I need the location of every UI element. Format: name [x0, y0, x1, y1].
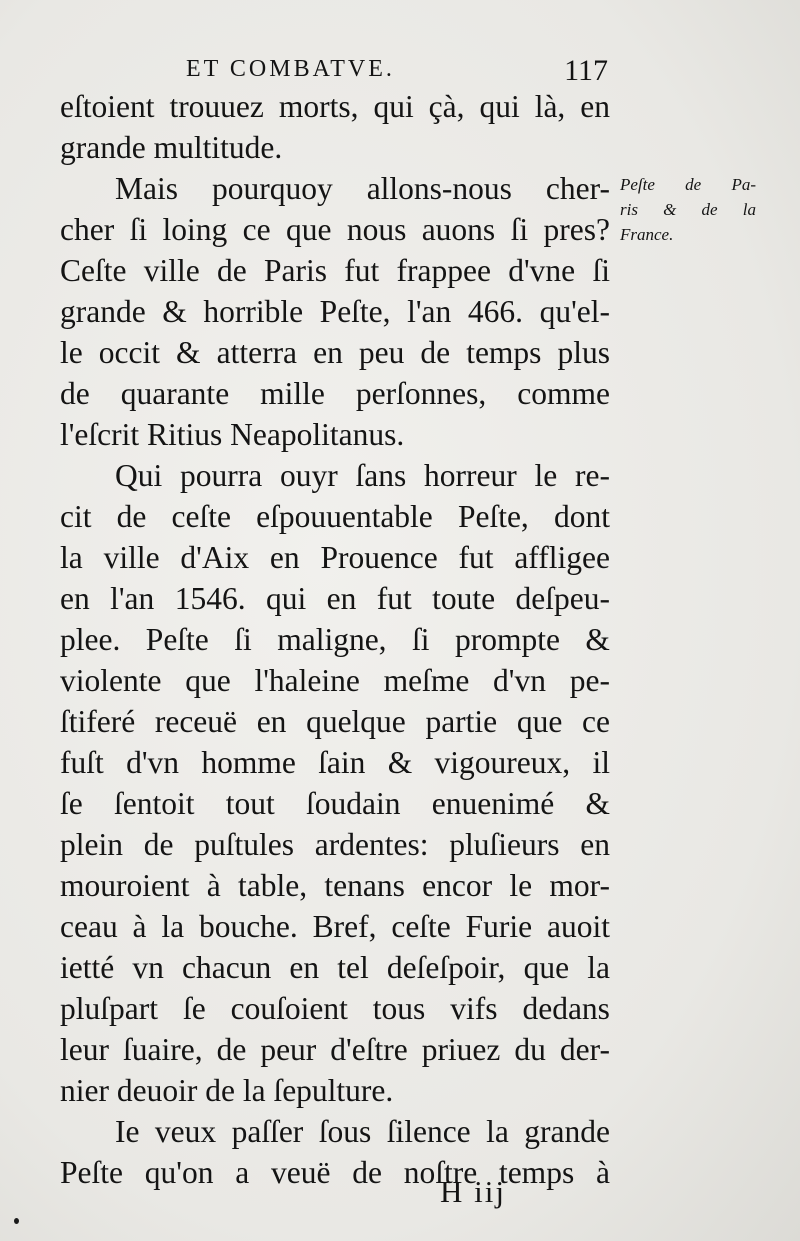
word: plus [557, 335, 610, 370]
word: vn [132, 950, 164, 985]
word: ſi [510, 212, 529, 247]
word: en [580, 827, 610, 862]
word: pluſieurs [449, 827, 560, 862]
word: Ie [115, 1114, 140, 1149]
word: ville [143, 253, 200, 288]
word: à [132, 909, 147, 944]
word: de [420, 335, 451, 370]
word: veuë [270, 1155, 331, 1190]
word: de [216, 1032, 247, 1067]
word: vifs [450, 991, 498, 1026]
word: la [587, 950, 610, 985]
word: en [326, 581, 357, 616]
text-line [60, 373, 610, 414]
word: de [352, 1155, 382, 1190]
text-line [60, 660, 610, 701]
word: & [162, 294, 187, 329]
word: paſſer [231, 1114, 304, 1149]
word: ſuaire, [122, 1032, 203, 1067]
word: pourra [180, 458, 263, 493]
word: qui [265, 581, 307, 616]
word: la [242, 1073, 274, 1108]
word: eſtoient [60, 89, 155, 124]
word: maligne, [277, 622, 387, 657]
word: la [161, 909, 185, 944]
text-line [60, 291, 610, 332]
word: vigoureux, [434, 745, 571, 780]
word: d'Aix [180, 540, 250, 575]
word: eſpouuentable [256, 499, 433, 534]
word: a [235, 1155, 250, 1190]
word: chacun [182, 950, 272, 985]
word: meſme [383, 663, 470, 698]
word: en [60, 581, 90, 616]
word: Prouence [320, 540, 438, 575]
word: ceau [60, 909, 118, 944]
word: mouroient [60, 868, 190, 903]
word: l'eſcrit [60, 417, 148, 452]
word: grande [60, 130, 154, 165]
word: l'an [407, 294, 452, 329]
word: Peſte [620, 175, 655, 194]
word: cher- [545, 171, 610, 206]
word: enuenimé [431, 786, 555, 821]
text-line [60, 701, 610, 742]
word: Peſte, [457, 499, 529, 534]
text-line [60, 1029, 610, 1070]
word: puſtules [194, 827, 295, 862]
text-line [60, 86, 610, 127]
word: de [217, 253, 247, 288]
word: veux [154, 1114, 217, 1149]
word: Ritius [147, 417, 231, 452]
word: mille [260, 376, 325, 411]
text-line [60, 496, 610, 537]
word: le [534, 458, 558, 493]
word: ſain [318, 745, 366, 780]
text-line [60, 127, 610, 168]
word: Paris [264, 253, 328, 288]
word: en [580, 89, 610, 124]
word: la [486, 1114, 509, 1149]
word: atterra [216, 335, 298, 370]
word: tenans [324, 868, 405, 903]
word: ſtiferé [60, 704, 136, 739]
word: ſe [60, 786, 83, 821]
word: Bref, [312, 909, 377, 944]
word: ſi [412, 622, 430, 657]
word: pres? [543, 212, 610, 247]
word: partie [425, 704, 498, 739]
word: auoit [546, 909, 610, 944]
text-line [60, 783, 610, 824]
word: qu'el- [539, 294, 610, 329]
word: & [387, 745, 413, 780]
text-line [60, 209, 610, 250]
word: à [595, 1155, 610, 1190]
word: grande [524, 1114, 610, 1149]
word: temps [466, 335, 542, 370]
word: tout [225, 786, 275, 821]
word: à [206, 868, 221, 903]
word: ceſte [171, 499, 231, 534]
word: en [289, 950, 320, 985]
word: ſe [182, 991, 206, 1026]
word: dedans [522, 991, 610, 1026]
word: d'vne [508, 253, 576, 288]
word: ſans [355, 458, 407, 493]
word: d'vn [493, 663, 546, 698]
word: de [60, 376, 90, 411]
word: de [205, 1073, 243, 1108]
text-line [60, 824, 610, 865]
word: que [185, 663, 231, 698]
word: ouyr [280, 458, 338, 493]
word: Mais [115, 171, 178, 206]
word: tous [372, 991, 426, 1026]
word: ſentoit [113, 786, 195, 821]
word: du [514, 1032, 546, 1067]
word: peu [358, 335, 405, 370]
word: de [116, 499, 147, 534]
word: qui [373, 89, 414, 124]
word: toute [432, 581, 496, 616]
word: cher [60, 212, 115, 247]
word: receuë [154, 704, 238, 739]
word: horrible [203, 294, 304, 329]
word: Ceſte [60, 253, 127, 288]
word: deſpeu- [515, 581, 610, 616]
word: & [663, 200, 677, 219]
word: loing [162, 212, 228, 247]
word: en [313, 335, 343, 370]
word: de [143, 827, 174, 862]
word: ſous [318, 1114, 372, 1149]
word: qu'on [144, 1155, 214, 1190]
word: grande [60, 294, 146, 329]
word: quarante [120, 376, 230, 411]
word: le [509, 868, 533, 903]
word: ce [581, 704, 610, 739]
word: frappee [396, 253, 491, 288]
word: qui [479, 89, 520, 124]
text-line [60, 947, 610, 988]
word: dont [553, 499, 610, 534]
word: multitude. [153, 130, 283, 165]
word: trouuez [169, 89, 264, 124]
word: Neapolitanus. [230, 417, 405, 452]
word: tel [337, 950, 369, 985]
word: en [256, 704, 287, 739]
word: auons [421, 212, 496, 247]
word: priuez [421, 1032, 501, 1067]
word: que [285, 212, 332, 247]
word: il [592, 745, 610, 780]
word: ſi [129, 212, 148, 247]
word: Qui [115, 458, 163, 493]
word: allons-nous [366, 171, 512, 206]
marginal-note [620, 172, 770, 247]
text-line [60, 865, 610, 906]
word: affligee [514, 540, 610, 575]
word: violente [60, 663, 162, 698]
word: ſepulture. [273, 1073, 394, 1108]
word: la [60, 540, 83, 575]
word: de [685, 175, 702, 194]
word: peur [260, 1032, 317, 1067]
word: couſoient [230, 991, 348, 1026]
word: plein [60, 827, 123, 862]
word: ietté [60, 950, 115, 985]
running-head [60, 56, 608, 86]
word: ardentes: [314, 827, 429, 862]
word: deſeſpoir, [386, 950, 506, 985]
marginal-note-line [620, 197, 756, 222]
word: nier [60, 1073, 117, 1108]
word: 466. [467, 294, 523, 329]
text-line [60, 578, 610, 619]
word: pe- [569, 663, 610, 698]
word: Peſte, [319, 294, 391, 329]
word: çà, [428, 89, 465, 124]
page-number: 117 [564, 54, 608, 87]
text-line [60, 1070, 610, 1111]
ink-speck [14, 1218, 19, 1224]
word: ville [103, 540, 160, 575]
word: mor- [549, 868, 610, 903]
word: bouche. [198, 909, 298, 944]
word: fuſt [60, 745, 104, 780]
text-line [60, 250, 610, 291]
word: leur [60, 1032, 109, 1067]
word: & [585, 622, 610, 657]
word: là, [534, 89, 566, 124]
word: que [523, 950, 570, 985]
word: temps [498, 1155, 575, 1190]
signature-mark: H iij [440, 1174, 506, 1209]
word: ſi [592, 253, 610, 288]
word: fut [376, 581, 412, 616]
word: occit [98, 335, 160, 370]
marginal-note-line [620, 172, 756, 197]
text-line [60, 988, 610, 1029]
word: perſonnes, [355, 376, 487, 411]
word: ſi [234, 622, 252, 657]
text-line [60, 537, 610, 578]
word: l'an [110, 581, 155, 616]
word: ris [620, 200, 638, 219]
word: pluſpart [60, 991, 158, 1026]
word: quelque [306, 704, 406, 739]
word: prompte [454, 622, 560, 657]
word: d'eſtre [330, 1032, 408, 1067]
word: ce [242, 212, 271, 247]
word: pourquoy [211, 171, 333, 206]
word: Furie [465, 909, 533, 944]
word: France. [620, 225, 674, 244]
word: fut [344, 253, 380, 288]
word: der- [559, 1032, 610, 1067]
word: noſtre [403, 1155, 478, 1190]
word: nous [346, 212, 407, 247]
word: cit [60, 499, 92, 534]
text-line [60, 332, 610, 373]
word: homme [201, 745, 296, 780]
word: table, [238, 868, 308, 903]
word: 1546. [174, 581, 246, 616]
text-line [60, 414, 610, 455]
word: encor [422, 868, 493, 903]
word: en [269, 540, 300, 575]
word: & [585, 786, 610, 821]
word: le [60, 335, 83, 370]
running-title: ET COMBATVE. [186, 56, 395, 82]
word: ceſte [391, 909, 451, 944]
text-line [60, 168, 610, 209]
word: de [701, 200, 718, 219]
word: d'vn [126, 745, 179, 780]
marginal-note-line [620, 222, 756, 247]
word: horreur [424, 458, 517, 493]
word: Peſte [145, 622, 209, 657]
word: ſoudain [306, 786, 401, 821]
word: l'haleine [254, 663, 360, 698]
text-line [60, 1111, 610, 1152]
text-line [60, 455, 610, 496]
word: la [742, 200, 756, 219]
word: ſilence [386, 1114, 471, 1149]
word: plee. [60, 622, 121, 657]
text-line [60, 742, 610, 783]
text-line [60, 906, 610, 947]
word: fut [458, 540, 494, 575]
word: deuoir [116, 1073, 206, 1108]
text-line [60, 619, 610, 660]
word: re- [575, 458, 610, 493]
word: morts, [278, 89, 359, 124]
word: & [176, 335, 201, 370]
text-line [60, 1152, 610, 1193]
word: Pa- [731, 175, 756, 194]
word: comme [517, 376, 610, 411]
body-text [60, 86, 610, 1193]
word: Peſte [60, 1155, 123, 1190]
word: que [516, 704, 563, 739]
